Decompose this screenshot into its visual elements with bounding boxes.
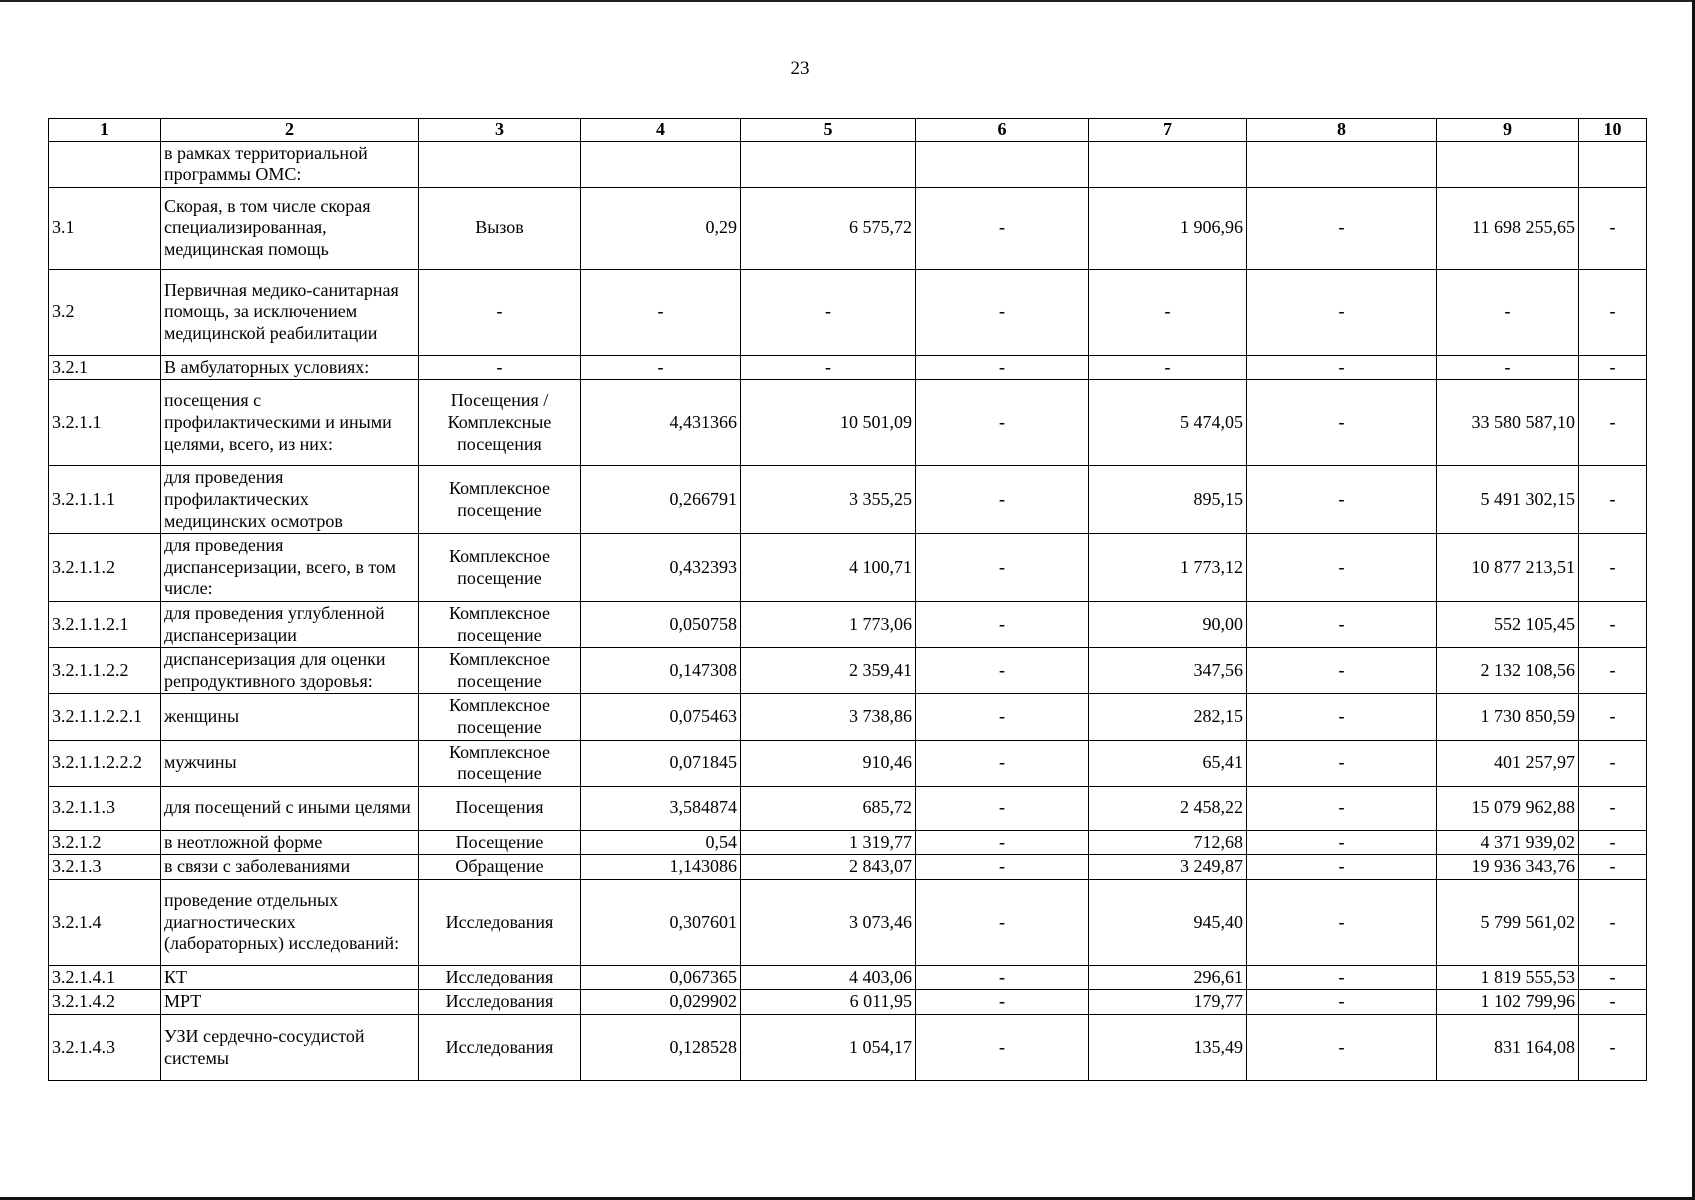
cell-col-7: 282,15 — [1089, 694, 1247, 740]
cell-col-2: для проведения диспансеризации, всего, в том числе: — [161, 534, 419, 602]
cell-col-4: 0,075463 — [581, 694, 741, 740]
cell-col-10: - — [1579, 879, 1647, 965]
cell-col-9: 19 936 343,76 — [1437, 855, 1579, 880]
table-row — [49, 694, 1647, 740]
cell-col-7: 90,00 — [1089, 601, 1247, 647]
table-row — [49, 648, 1647, 694]
cell-col-2: Скорая, в том числе скорая специализированная, медицинская помощь — [161, 187, 419, 269]
cell-col-10: - — [1579, 648, 1647, 694]
cell-col-8: - — [1247, 1015, 1437, 1081]
cell-col-5: 10 501,09 — [741, 380, 916, 466]
cell-col-8: - — [1247, 355, 1437, 380]
cell-col-4: 0,050758 — [581, 601, 741, 647]
cell-col-3: Комплексное посещение — [419, 466, 581, 534]
cell-col-10: - — [1579, 187, 1647, 269]
cell-col-8: - — [1247, 855, 1437, 880]
cell-col-5: 1 319,77 — [741, 830, 916, 855]
cell-col-10: - — [1579, 855, 1647, 880]
cell-col-8: - — [1247, 694, 1437, 740]
cell-col-2: для посещений с иными целями — [161, 786, 419, 830]
cell-col-7: 895,15 — [1089, 466, 1247, 534]
cell-col-5 — [741, 141, 916, 187]
cell-col-7: - — [1089, 355, 1247, 380]
table-row — [49, 990, 1647, 1015]
table-row — [49, 534, 1647, 602]
cell-col-1: 3.2.1.1.2.1 — [49, 601, 161, 647]
cell-col-5: 6 575,72 — [741, 187, 916, 269]
cell-col-1: 3.1 — [49, 187, 161, 269]
cell-col-1: 3.2.1.2 — [49, 830, 161, 855]
cell-col-2: посещения с профилактическими и иными целями, всего, из них: — [161, 380, 419, 466]
cell-col-7: 135,49 — [1089, 1015, 1247, 1081]
cell-col-1: 3.2.1.4.1 — [49, 965, 161, 990]
table-row — [49, 879, 1647, 965]
cell-col-5: 1 054,17 — [741, 1015, 916, 1081]
cell-col-4: 0,147308 — [581, 648, 741, 694]
cell-col-10: - — [1579, 534, 1647, 602]
cell-col-8: - — [1247, 648, 1437, 694]
cell-col-6: - — [916, 187, 1089, 269]
cell-col-9: 15 079 962,88 — [1437, 786, 1579, 830]
cell-col-2: диспансеризация для оценки репродуктивного здоровья: — [161, 648, 419, 694]
cell-col-6: - — [916, 965, 1089, 990]
cell-col-3: Комплексное посещение — [419, 648, 581, 694]
cell-col-7: 2 458,22 — [1089, 786, 1247, 830]
cell-col-7: 945,40 — [1089, 879, 1247, 965]
cell-col-1 — [49, 141, 161, 187]
cell-col-1: 3.2.1.1.2.2 — [49, 648, 161, 694]
cell-col-4: 0,266791 — [581, 466, 741, 534]
cell-col-5: 3 073,46 — [741, 879, 916, 965]
cell-col-2: КТ — [161, 965, 419, 990]
table-row — [49, 141, 1647, 187]
cell-col-2: УЗИ сердечно-сосудистой системы — [161, 1015, 419, 1081]
cell-col-9: 11 698 255,65 — [1437, 187, 1579, 269]
cell-col-6: - — [916, 355, 1089, 380]
cell-col-5: 685,72 — [741, 786, 916, 830]
cell-col-7: 5 474,05 — [1089, 380, 1247, 466]
cell-col-9: 10 877 213,51 — [1437, 534, 1579, 602]
column-header: 2 — [161, 119, 419, 142]
cell-col-9: 33 580 587,10 — [1437, 380, 1579, 466]
cell-col-7: 65,41 — [1089, 740, 1247, 786]
cell-col-8: - — [1247, 380, 1437, 466]
column-header: 3 — [419, 119, 581, 142]
cell-col-4: 4,431366 — [581, 380, 741, 466]
cell-col-7 — [1089, 141, 1247, 187]
cell-col-8: - — [1247, 601, 1437, 647]
cell-col-1: 3.2.1.1.1 — [49, 466, 161, 534]
cell-col-9: 831 164,08 — [1437, 1015, 1579, 1081]
cell-col-6: - — [916, 380, 1089, 466]
cell-col-3: Комплексное посещение — [419, 601, 581, 647]
cell-col-6: - — [916, 534, 1089, 602]
cell-col-10: - — [1579, 269, 1647, 355]
cell-col-10: - — [1579, 355, 1647, 380]
cell-col-3: Посещения — [419, 786, 581, 830]
cell-col-10 — [1579, 141, 1647, 187]
cell-col-7: 712,68 — [1089, 830, 1247, 855]
table-row — [49, 187, 1647, 269]
cell-col-7: 1 906,96 — [1089, 187, 1247, 269]
cell-col-7: 3 249,87 — [1089, 855, 1247, 880]
cell-col-9: 4 371 939,02 — [1437, 830, 1579, 855]
cell-col-8: - — [1247, 786, 1437, 830]
cell-col-6: - — [916, 601, 1089, 647]
cell-col-1: 3.2 — [49, 269, 161, 355]
cell-col-5: 4 100,71 — [741, 534, 916, 602]
table-row — [49, 355, 1647, 380]
cell-col-3: - — [419, 269, 581, 355]
cell-col-4: 0,29 — [581, 187, 741, 269]
table-row — [49, 380, 1647, 466]
cell-col-9: 1 730 850,59 — [1437, 694, 1579, 740]
cell-col-8: - — [1247, 830, 1437, 855]
cell-col-1: 3.2.1.4 — [49, 879, 161, 965]
cell-col-2: для проведения углубленной диспансеризации — [161, 601, 419, 647]
cell-col-8: - — [1247, 466, 1437, 534]
cell-col-3: Посещение — [419, 830, 581, 855]
cell-col-3: Обращение — [419, 855, 581, 880]
cell-col-9 — [1437, 141, 1579, 187]
cell-col-2: МРТ — [161, 990, 419, 1015]
cell-col-9: 5 491 302,15 — [1437, 466, 1579, 534]
cell-col-2: В амбулаторных условиях: — [161, 355, 419, 380]
cell-col-2: проведение отдельных диагностических (лабораторных) исследований: — [161, 879, 419, 965]
cell-col-7: - — [1089, 269, 1247, 355]
cell-col-9: 1 819 555,53 — [1437, 965, 1579, 990]
cell-col-3: Исследования — [419, 879, 581, 965]
cell-col-10: - — [1579, 380, 1647, 466]
cell-col-9: - — [1437, 355, 1579, 380]
table-row — [49, 466, 1647, 534]
cell-col-5: 4 403,06 — [741, 965, 916, 990]
cell-col-2: для проведения профилактических медицинских осмотров — [161, 466, 419, 534]
cell-col-10: - — [1579, 786, 1647, 830]
cell-col-10: - — [1579, 1015, 1647, 1081]
cell-col-4: - — [581, 269, 741, 355]
cell-col-10: - — [1579, 990, 1647, 1015]
cell-col-3: - — [419, 355, 581, 380]
column-header: 8 — [1247, 119, 1437, 142]
table-row — [49, 855, 1647, 880]
cell-col-7: 1 773,12 — [1089, 534, 1247, 602]
column-header: 4 — [581, 119, 741, 142]
table-row — [49, 269, 1647, 355]
table-row — [49, 786, 1647, 830]
cell-col-9: 401 257,97 — [1437, 740, 1579, 786]
cell-col-4: 0,029902 — [581, 990, 741, 1015]
cell-col-3: Комплексное посещение — [419, 694, 581, 740]
cell-col-6: - — [916, 830, 1089, 855]
cell-col-6: - — [916, 855, 1089, 880]
cell-col-5: 2 843,07 — [741, 855, 916, 880]
cell-col-1: 3.2.1.1 — [49, 380, 161, 466]
cell-col-1: 3.2.1.1.2.2.2 — [49, 740, 161, 786]
cell-col-5: 910,46 — [741, 740, 916, 786]
column-header: 7 — [1089, 119, 1247, 142]
cell-col-9: 552 105,45 — [1437, 601, 1579, 647]
cell-col-8: - — [1247, 965, 1437, 990]
cell-col-10: - — [1579, 830, 1647, 855]
data-table — [48, 118, 1647, 1081]
cell-col-4: 0,54 — [581, 830, 741, 855]
cell-col-2: в рамках территориальной программы ОМС: — [161, 141, 419, 187]
cell-col-6: - — [916, 648, 1089, 694]
cell-col-1: 3.2.1.4.3 — [49, 1015, 161, 1081]
table-row — [49, 965, 1647, 990]
cell-col-9: - — [1437, 269, 1579, 355]
cell-col-6: - — [916, 466, 1089, 534]
cell-col-6: - — [916, 879, 1089, 965]
cell-col-5: 3 355,25 — [741, 466, 916, 534]
table-row — [49, 601, 1647, 647]
cell-col-8: - — [1247, 534, 1437, 602]
cell-col-3: Комплексное посещение — [419, 534, 581, 602]
cell-col-3: Посещения / Комплексные посещения — [419, 380, 581, 466]
cell-col-8: - — [1247, 990, 1437, 1015]
cell-col-10: - — [1579, 466, 1647, 534]
cell-col-8: - — [1247, 269, 1437, 355]
cell-col-6: - — [916, 740, 1089, 786]
cell-col-6: - — [916, 1015, 1089, 1081]
cell-col-6 — [916, 141, 1089, 187]
cell-col-8: - — [1247, 879, 1437, 965]
cell-col-2: в связи с заболеваниями — [161, 855, 419, 880]
cell-col-8: - — [1247, 187, 1437, 269]
cell-col-1: 3.2.1.4.2 — [49, 990, 161, 1015]
cell-col-4: 0,432393 — [581, 534, 741, 602]
cell-col-3: Исследования — [419, 1015, 581, 1081]
header-row — [49, 119, 1647, 142]
cell-col-1: 3.2.1.1.3 — [49, 786, 161, 830]
cell-col-4 — [581, 141, 741, 187]
cell-col-3: Вызов — [419, 187, 581, 269]
cell-col-4: 0,071845 — [581, 740, 741, 786]
cell-col-1: 3.2.1 — [49, 355, 161, 380]
cell-col-10: - — [1579, 740, 1647, 786]
cell-col-6: - — [916, 269, 1089, 355]
cell-col-4: 1,143086 — [581, 855, 741, 880]
cell-col-4: 0,067365 — [581, 965, 741, 990]
cell-col-10: - — [1579, 965, 1647, 990]
cell-col-5: - — [741, 355, 916, 380]
cell-col-7: 347,56 — [1089, 648, 1247, 694]
cell-col-6: - — [916, 786, 1089, 830]
cell-col-3: Комплексное посещение — [419, 740, 581, 786]
cell-col-5: - — [741, 269, 916, 355]
cell-col-7: 296,61 — [1089, 965, 1247, 990]
scan-edge-top — [0, 0, 1695, 2]
cell-col-2: в неотложной форме — [161, 830, 419, 855]
column-header: 6 — [916, 119, 1089, 142]
cell-col-1: 3.2.1.1.2.2.1 — [49, 694, 161, 740]
cell-col-8 — [1247, 141, 1437, 187]
cell-col-10: - — [1579, 694, 1647, 740]
cell-col-9: 2 132 108,56 — [1437, 648, 1579, 694]
cell-col-5: 2 359,41 — [741, 648, 916, 694]
cell-col-1: 3.2.1.1.2 — [49, 534, 161, 602]
cell-col-2: мужчины — [161, 740, 419, 786]
cell-col-4: 0,128528 — [581, 1015, 741, 1081]
cell-col-4: 0,307601 — [581, 879, 741, 965]
cell-col-8: - — [1247, 740, 1437, 786]
table-row — [49, 1015, 1647, 1081]
cell-col-5: 3 738,86 — [741, 694, 916, 740]
cell-col-10: - — [1579, 601, 1647, 647]
column-header: 10 — [1579, 119, 1647, 142]
cell-col-5: 6 011,95 — [741, 990, 916, 1015]
cell-col-9: 5 799 561,02 — [1437, 879, 1579, 965]
page-number: 23 — [790, 58, 810, 79]
cell-col-6: - — [916, 990, 1089, 1015]
cell-col-3: Исследования — [419, 965, 581, 990]
cell-col-6: - — [916, 694, 1089, 740]
cell-col-2: женщины — [161, 694, 419, 740]
column-header: 1 — [49, 119, 161, 142]
cell-col-3: Исследования — [419, 990, 581, 1015]
table-row — [49, 830, 1647, 855]
table-row — [49, 740, 1647, 786]
cell-col-7: 179,77 — [1089, 990, 1247, 1015]
cell-col-2: Первичная медико-санитарная помощь, за исключением медицинской реабилитации — [161, 269, 419, 355]
cell-col-4: 3,584874 — [581, 786, 741, 830]
cell-col-1: 3.2.1.3 — [49, 855, 161, 880]
cell-col-5: 1 773,06 — [741, 601, 916, 647]
cell-col-9: 1 102 799,96 — [1437, 990, 1579, 1015]
column-header: 5 — [741, 119, 916, 142]
column-header: 9 — [1437, 119, 1579, 142]
cell-col-4: - — [581, 355, 741, 380]
cell-col-3 — [419, 141, 581, 187]
